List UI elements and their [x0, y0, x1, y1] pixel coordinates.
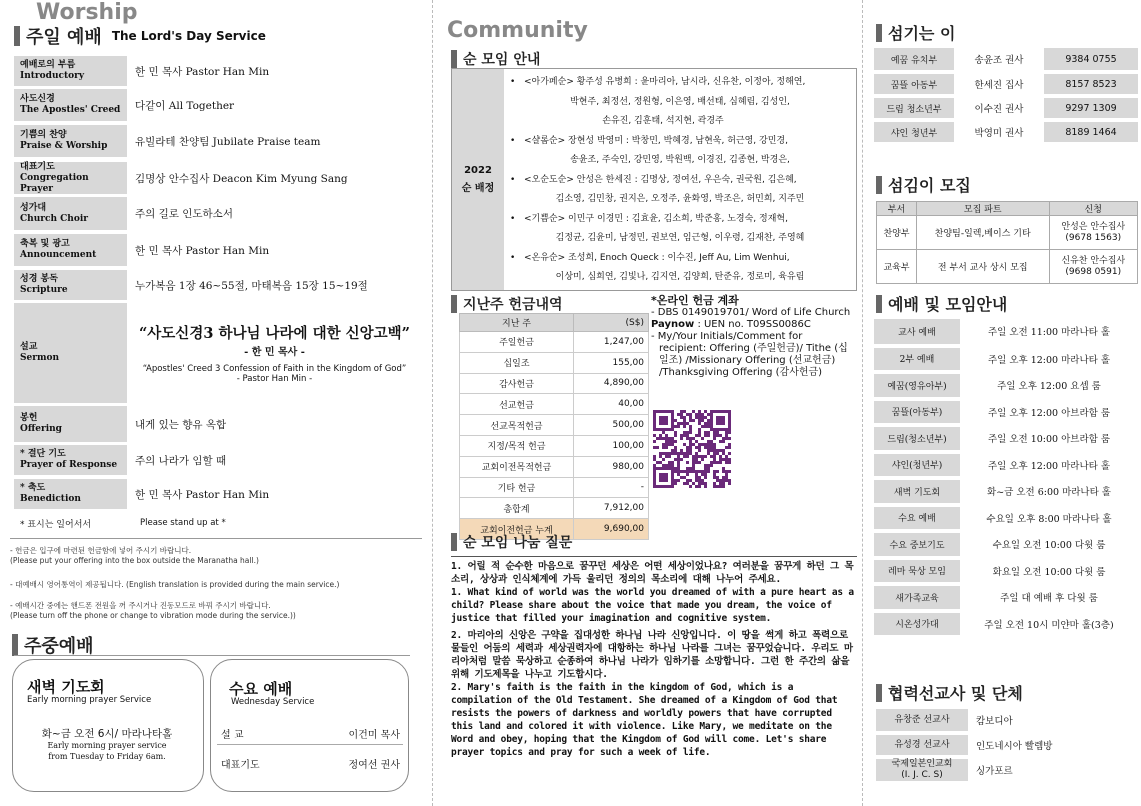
questions-header: 순 모임 나눔 질문 [451, 532, 572, 552]
offering-row: 기타 헌금 - [460, 477, 649, 498]
cells-year: 2022 [464, 164, 492, 176]
column-divider [862, 0, 863, 806]
order-row [14, 406, 422, 442]
question-2-en: 2. Mary's faith is the faith in the kingdom of God, which is a compilation of the Old Testament. She dreamed of a Kingdom of God that resists the powers of darkness and worldly powers that have corrupted this land and colored it with violence. Like Mary, we meditate on the Word and obey, hoping that the Kingdom of God will come. Let's share prayer topics and pray for such a week of life. [451, 682, 838, 758]
worship-column [0, 0, 423, 806]
info-column [868, 0, 1141, 806]
offering-row: 교회이전헌금 누계 9,690,00 [460, 519, 649, 540]
order-label: 예배로의 부름 Introductory [14, 56, 127, 86]
offering-table [459, 313, 649, 540]
community-column [443, 0, 858, 806]
offering-row: 주일헌금 1,247,00 [460, 332, 649, 353]
question-1-en: 1. What kind of world was the world you dreamed of with a pure heart as a child? Please share about the voice that made you dream, the voice of justice that filled your imagination and cognitive system. [451, 587, 854, 624]
order-value: 유빌라테 찬양팀 Jubilate Praise team [135, 135, 321, 148]
schedule-row: 꿈뜰(아동부) 주일 오후 12:00 아브라함 룸 [874, 399, 1138, 426]
order-value: “사도신경3 하나님 나라에 대한 신앙고백” - 한 민 목사 - “Apostles' Creed 3 Confession of Faith in the Kingdom of God” - Pastor Han Min - [127, 303, 422, 403]
missionary-row: 유성경 선교사 인도네시아 빨렘방 [876, 733, 1138, 757]
order-label: 설교 Sermon [14, 303, 127, 403]
order-label: 기쁨의 찬양 Praise & Worship [14, 125, 127, 157]
question-2-ko: 2. 마리아의 신앙은 구약을 집대성한 하나님 나라 신앙입니다. 이 땅을 썩게 하고 폭력으로 물들인 어둠의 세력과 세상권력자에 대항하는 하나님 나라를 그녀는 꿈꾸었습니다. 우리도 마리아처럼 말씀 묵상하고 순종하여 하나님 나라가 임하기를 소망합니다. 그런 한 주간의 삶을 위해 기도제목을 나누고 기도합시다. [451, 630, 853, 680]
note-1: - 헌금은 입구에 마련된 헌금함에 넣어 주시기 바랍니다. (Please put your offering into the box outside the Maranatha hall.) [10, 546, 259, 565]
wednesday-service-box: 수요 예배 Wednesday Service 설 교 이건미 목사 대표기도 정여선 권사 [210, 659, 409, 792]
question-1-ko: 1. 어릴 적 순수한 마음으로 꿈꾸던 세상은 어떤 세상이었나요? 여러분을 꿈꾸게 하던 그 목소리, 상상과 인식체계에 가득 울리던 정의의 목소리에 대해 나누어 주세요. [451, 561, 854, 585]
worship-heading: Worship [36, 0, 138, 25]
column-divider [432, 0, 433, 806]
server-row: 꿈뜰 아동부 한세진 집사 8157 8523 [874, 72, 1138, 96]
schedule-row: 교사 예배 주일 오전 11:00 마라나타 홀 [874, 319, 1138, 346]
servers-header: 섬기는 이 [876, 21, 955, 44]
paynow-qr-code [653, 410, 731, 488]
order-row [14, 234, 422, 266]
stand-note [14, 513, 422, 533]
order-value: 한 민 목사 Pastor Han Min [135, 244, 270, 257]
stand-note-value: Please stand up at * [140, 518, 226, 528]
main-service-title-en: The Lord's Day Service [111, 29, 266, 43]
order-value: 김명상 안수집사 Deacon Kim Myung Sang [135, 172, 348, 185]
sermon-title-ko: “사도신경3 하나님 나라에 대한 신앙고백” [138, 325, 411, 342]
order-row [14, 303, 422, 403]
order-label: 대표기도 Congregation Prayer [14, 162, 127, 194]
order-row [14, 89, 422, 121]
recruit-row: 찬양부 찬양팀-일렉,베이스 기타 안성은 안수집사 (9678 1563) [877, 216, 1138, 250]
order-label: * 축도 Benediction [14, 479, 127, 509]
server-row: 샤인 청년부 박영미 권사 8189 1464 [874, 120, 1138, 144]
offering-row: 감사헌금 4,890,00 [460, 373, 649, 394]
schedule-row: 수요 중보기도 수요일 오전 10:00 다윗 룸 [874, 531, 1138, 558]
note-2: - 대예배시 영어통역이 제공됩니다. (English translation is provided during the main service.) [10, 580, 340, 589]
cells-table [451, 68, 857, 291]
order-row [14, 270, 422, 300]
recruit-row: 교육부 전 부서 교사 상시 모집 신유찬 안수집사 (9698 0591) [877, 250, 1138, 284]
schedule-row: 드림(청소년부) 주일 오전 10:00 아브라함 룸 [874, 425, 1138, 452]
cell-group: • <기쁨순> 이민구 이경민 : 김효윤, 김소희, 박준홍, 노경숙, 정재혁, 김정균, 김윤미, 남정민, 권보연, 임근형, 이우령, 김재찬, 주영혜 [510, 213, 805, 243]
main-service-header [14, 23, 266, 49]
cell-group: • <온유순> 조성희, Enoch Queck : 이수진, Jeff Au, Lim Wenhui, 이상미, 심희연, 김빛나, 김지연, 김양희, 탄준유, 정로미, 육유림 [510, 252, 805, 282]
order-value: 내게 있는 향유 옥합 [135, 418, 227, 431]
dawn-title: 새벽 기도회 [27, 678, 105, 696]
order-row [14, 162, 422, 194]
order-label: 축복 및 광고 Announcement [14, 234, 127, 266]
schedule-row: 수요 예배 수요일 오후 8:00 마라나타 홀 [874, 505, 1138, 532]
cells-assign: 순 배정 [461, 182, 495, 194]
offering-row: 지정/목적 헌금 100,00 [460, 435, 649, 456]
order-row [14, 479, 422, 509]
schedule-header: 예배 및 모임안내 [876, 292, 1007, 315]
order-label: 사도신경 The Apostles' Creed [14, 89, 127, 121]
stand-note-label: * 표시는 일어서서 [20, 519, 92, 530]
sermon-title-en: “Apostles' Creed 3 Confession of Faith in the Kingdom of God” [142, 364, 407, 374]
order-value: 한 민 목사 Pastor Han Min [135, 488, 270, 501]
missionaries-table [876, 709, 1138, 785]
cell-group: • <아가페순> 황주성 유병희 : 윤마리아, 남시라, 신유찬, 이정아, 정해연, 박현주, 최정선, 정원형, 이은영, 배선태, 심혜림, 김성인, 손유진, 김훈태, 석지현, 곽경주 [510, 77, 806, 126]
wed-subtitle: Wednesday Service [231, 697, 315, 707]
questions-body [451, 556, 857, 759]
order-label: * 결단 기도 Prayer of Response [14, 445, 127, 475]
offering-row: 총합계 7,912,00 [460, 498, 649, 519]
offering-row: 선교목적헌금 500,00 [460, 415, 649, 436]
schedule-row: 레마 묵상 모임 화요일 오전 10:00 다윗 룸 [874, 558, 1138, 585]
recruit-table [876, 201, 1138, 284]
schedule-row: 새가족교육 주일 대 예배 후 다윗 룸 [874, 584, 1138, 611]
schedule-row: 예꿈(영유아부) 주일 오후 12:00 요셉 룸 [874, 372, 1138, 399]
order-value: 주의 나라가 임할 때 [135, 454, 227, 467]
offering-header: 지난주 헌금내역 [451, 294, 563, 314]
schedule-row: 새벽 기도회 화~금 오전 6:00 마라나타 홀 [874, 478, 1138, 505]
servers-table [874, 48, 1138, 146]
order-row [14, 197, 422, 230]
offering-header-row: 지난 주 (S$) [460, 314, 649, 332]
offering-row: 교회이전목적헌금 980,00 [460, 456, 649, 477]
order-value: 다같이 All Together [135, 99, 235, 112]
cell-group: • <샬롬순> 장현성 박영미 : 박창민, 박혜경, 남현욱, 허근영, 강민경, 송윤조, 주숙인, 강민영, 박원백, 이경진, 김종현, 박경은, [510, 135, 790, 165]
order-value: 누가복음 1장 46~55절, 마태복음 15장 15~19절 [135, 279, 368, 292]
dawn-prayer-box: 새벽 기도회 Early morning prayer Service 화~금 오전 6시/ 마라나타홀 Early morning prayer service from Tuesday to Friday 6am. [12, 659, 204, 792]
cell-group: • <오순도순> 안성은 한세진 : 김명상, 정여선, 우은숙, 권국원, 김은혜, 김소영, 김민창, 권지은, 오정주, 윤화영, 박조은, 허민희, 지주민 [510, 174, 805, 204]
wed-title: 수요 예배 [229, 680, 293, 698]
schedule-row: 시온성가대 주일 오전 10시 미얀마 홀(3층) [874, 611, 1138, 638]
dawn-subtitle: Early morning prayer Service [27, 695, 152, 705]
order-value: 주의 길로 인도하소서 [135, 208, 233, 220]
order-value: 한 민 목사 Pastor Han Min [135, 65, 270, 78]
online-offering: *온라인 헌금 계좌 - DBS 0149019701/ Word of Life Church Paynow : UEN no. T09SS0086C - My/Your Initials/Comment for recipient: Offering (주일헌금)/ Tithe (십일조) /Missionary Offering (선교헌금) /Thanksgiving Offering (감사헌금) [651, 294, 851, 378]
server-row: 드림 청소년부 이수진 권사 9297 1309 [874, 96, 1138, 120]
cells-header: 순 모임 안내 [451, 49, 540, 69]
offering-row: 십일조 155,00 [460, 352, 649, 373]
offering-row: 선교헌금 40,00 [460, 394, 649, 415]
order-row [14, 56, 422, 86]
dawn-time: 화~금 오전 6시/ 마라나타홀 [41, 728, 173, 740]
recruit-header-row: 부서 모집 파트 신청 [877, 202, 1138, 216]
missionary-row: 국제일본인교회 (I. J. C. S) 싱가포르 [876, 757, 1138, 783]
recruit-header: 섬김이 모집 [876, 173, 971, 196]
schedule-table [874, 319, 1138, 639]
server-row: 예꿈 유치부 송윤조 권사 9384 0755 [874, 48, 1138, 72]
main-service-title: 주일 예배 [26, 27, 102, 48]
community-heading: Community [447, 18, 588, 43]
order-label: 성가대 Church Choir [14, 197, 127, 230]
weekday-title: 주중예배 [24, 636, 94, 657]
note-3: - 예배시간 중에는 핸드폰 전원을 꺼 주시거나 진동모드로 바꿔 주시기 바랍니다. (Please turn off the phone or change to vibration mode during the service.)) [10, 601, 296, 620]
schedule-row: 샤인(청년부) 주일 오후 12:00 마라나타 홀 [874, 452, 1138, 479]
schedule-row: 2부 예배 주일 오후 12:00 마라나타 홀 [874, 346, 1138, 373]
missionary-row: 유창준 선교사 캄보디아 [876, 709, 1138, 733]
order-row [14, 125, 422, 157]
order-row [14, 445, 422, 475]
order-label: 봉헌 Offering [14, 406, 127, 442]
order-label: 성경 봉독 Scripture [14, 270, 127, 300]
missionaries-header: 협력선교사 및 단체 [876, 681, 1023, 704]
